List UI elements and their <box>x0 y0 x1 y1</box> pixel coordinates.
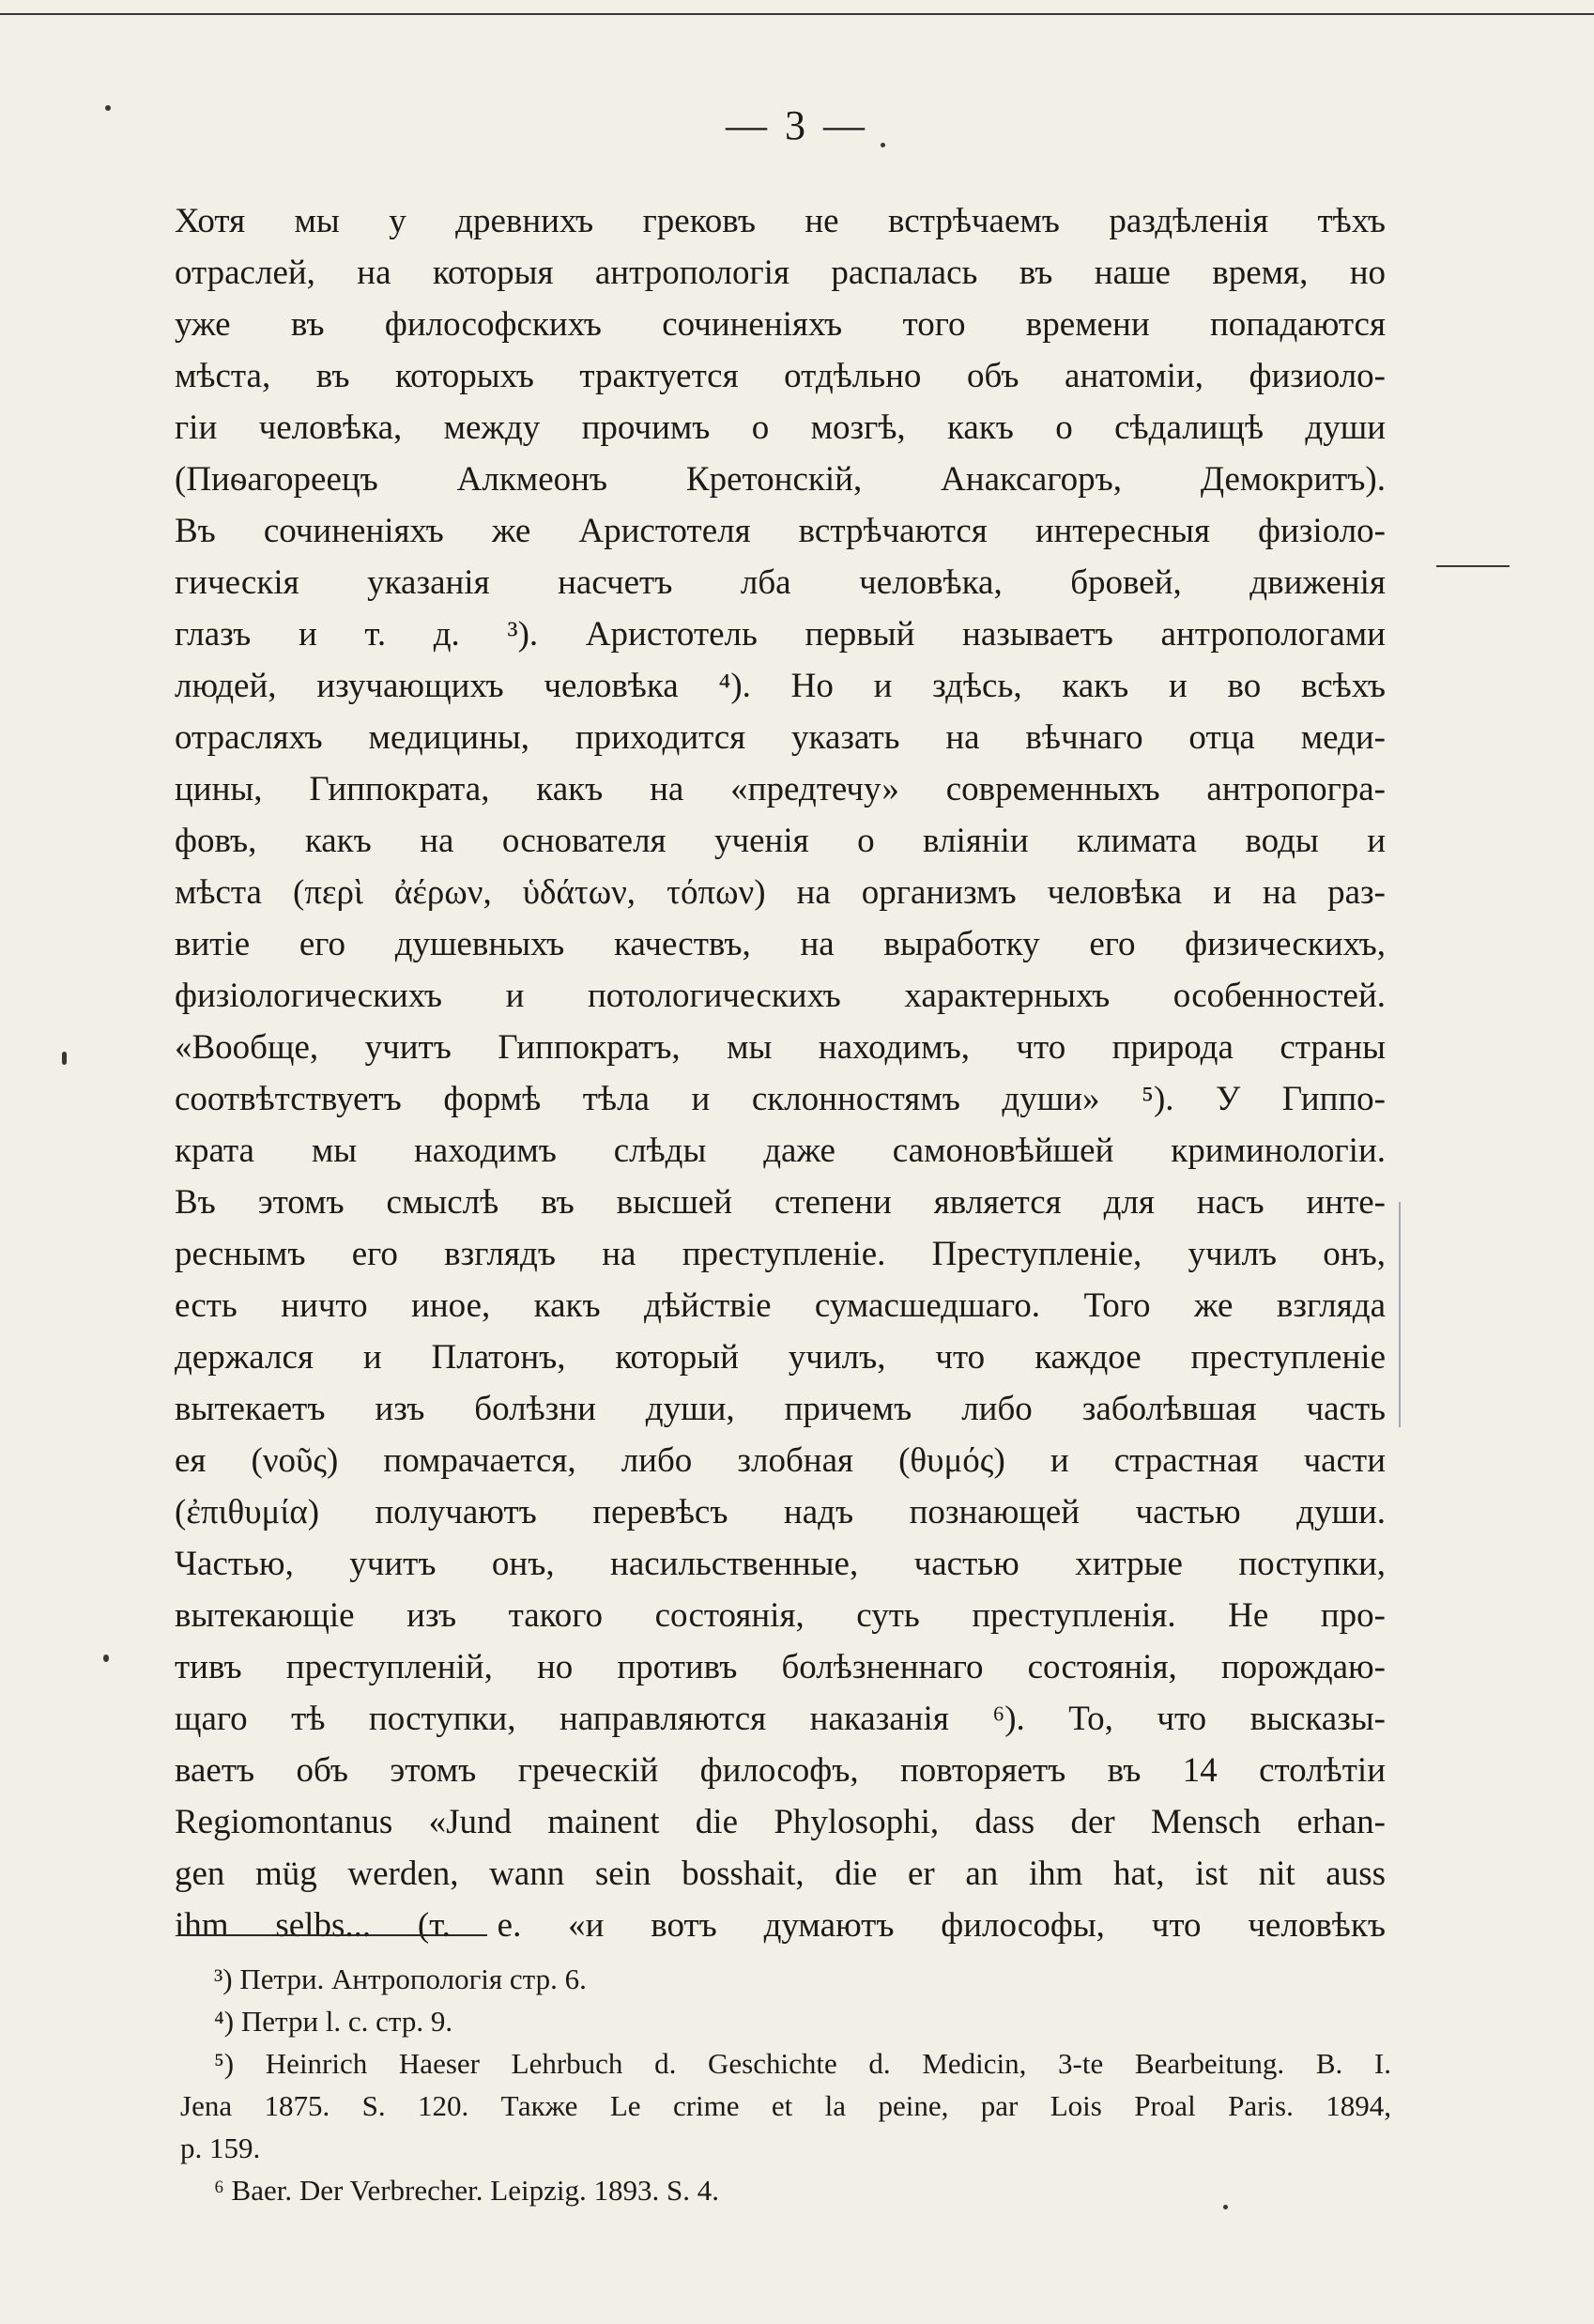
body-line: гическія указанія насчетъ лба человѣка, бровей, движенія <box>175 563 1386 602</box>
body-line: есть ничто иное, какъ дѣйствіе сумасшедшаго. Того же взгляда <box>175 1286 1386 1325</box>
top-edge-rule <box>0 0 1594 15</box>
body-line: ваетъ объ этомъ греческій философъ, повторяетъ въ 14 столѣтіи <box>175 1751 1386 1790</box>
body-line: (Пиѳагореецъ Алкмеонъ Кретонскій, Анаксагоръ, Демокритъ). <box>175 460 1386 499</box>
body-line: Частью, учитъ онъ, насильственные, частью хитрые поступки, <box>175 1545 1386 1583</box>
footnote: ⁶ Baer. Der Verbrecher. Leipzig. 1893. S. 4. <box>214 2174 719 2207</box>
body-line: мѣста, въ которыхъ трактуется отдѣльно объ анатоміи, физиоло- <box>175 357 1386 395</box>
footnote: ⁵) Heinrich Haeser Lehrbuch d. Geschichte d. Medicin, 3-te Bearbeitung. B. I. <box>214 2047 1391 2080</box>
body-line: гіи человѣка, между прочимъ о мозгѣ, какъ о сѣдалищѣ души <box>175 408 1386 447</box>
body-line: вытекающіе изъ такого состоянія, суть преступленія. Не про- <box>175 1596 1386 1635</box>
body-line: реснымъ его взглядъ на преступленіе. Преступленіе, училъ онъ, <box>175 1235 1386 1273</box>
body-line: фовъ, какъ на основателя ученія о вліяніи климата воды и <box>175 822 1386 860</box>
body-line: отрасляхъ медицины, приходится указать на вѣчнаго отца меди- <box>175 718 1386 757</box>
body-line: физіологическихъ и потологическихъ характерныхъ особенностей. <box>175 977 1386 1015</box>
body-line: Хотя мы у древнихъ грековъ не встрѣчаемъ раздѣленія тѣхъ <box>175 202 1386 240</box>
ink-speck <box>103 1655 109 1662</box>
body-line: глазъ и т. д. ³). Аристотель первый называетъ антропологами <box>175 615 1386 654</box>
body-text <box>175 195 1386 1951</box>
body-line: держался и Платонъ, который училъ, что каждое преступленіе <box>175 1338 1386 1377</box>
body-line: gen müg werden, wann sein bosshait, die er an ihm hat, ist nit auss <box>175 1855 1386 1893</box>
body-line: вытекаетъ изъ болѣзни души, причемъ либо заболѣвшая часть <box>175 1390 1386 1428</box>
ink-speck <box>62 1052 67 1065</box>
body-line: Въ сочиненіяхъ же Аристотеля встрѣчаются интересныя физіоло- <box>175 512 1386 550</box>
pencil-margin-line <box>1399 1202 1401 1427</box>
footnote-continuation: Jena 1875. S. 120. Также Le crime et la peine, par Lois Proal Paris. 1894, <box>180 2089 1391 2122</box>
body-line: тивъ преступленій, но противъ болѣзненнаго состоянія, порождаю- <box>175 1648 1386 1686</box>
body-line: цины, Гиппократа, какъ на «предтечу» современныхъ антропогра- <box>175 770 1386 808</box>
body-line: отраслей, на которыя антропологія распалась въ наше время, но <box>175 254 1386 292</box>
footnotes <box>180 1958 1391 2211</box>
footnote: ³) Петри. Антропологія стр. 6. <box>214 1962 587 1995</box>
body-line: уже въ философскихъ сочиненіяхъ того времени попадаются <box>175 305 1386 344</box>
page-number: — 3 — <box>726 102 868 148</box>
body-line: ihm selbs... (т. е. «и вотъ думаютъ философы, что человѣкъ <box>175 1906 1386 1945</box>
body-line: ея (νοῦς) помрачается, либо злобная (θυμός) и страстная части <box>175 1441 1386 1480</box>
body-line: крата мы находимъ слѣды даже самоновѣйшей криминологіи. <box>175 1131 1386 1170</box>
footnote-continuation: p. 159. <box>180 2132 261 2164</box>
margin-mark <box>1436 565 1510 567</box>
body-line: Regiomontanus «Jund mainent die Phylosophi, dass der Mensch erhan- <box>175 1803 1386 1841</box>
body-line: людей, изучающихъ человѣка ⁴). Но и здѣсь, какъ и во всѣхъ <box>175 667 1386 705</box>
ink-speck <box>105 105 111 111</box>
body-line: соотвѣтствуетъ формѣ тѣла и склонностямъ души» ⁵). У Гиппо- <box>175 1080 1386 1118</box>
footnote: ⁴) Петри l. c. стр. 9. <box>214 2005 453 2038</box>
body-line: щаго тѣ поступки, направляются наказанія ⁶). То, что высказы- <box>175 1700 1386 1738</box>
footnote-separator <box>180 1934 487 1936</box>
body-line: мѣста (περὶ ἀέρων, ὑδάτων, τόπων) на организмъ человѣка и на раз- <box>175 873 1386 912</box>
body-line: Въ этомъ смыслѣ въ высшей степени является для насъ инте- <box>175 1183 1386 1222</box>
body-line: витіе его душевныхъ качествъ, на выработку его физическихъ, <box>175 925 1386 963</box>
body-line: (ἐπιθυμία) получаютъ перевѣсъ надъ познающей частью души. <box>175 1493 1386 1531</box>
body-line: «Вообще, учитъ Гиппократъ, мы находимъ, что природа страны <box>175 1028 1386 1067</box>
ink-speck <box>881 143 885 147</box>
